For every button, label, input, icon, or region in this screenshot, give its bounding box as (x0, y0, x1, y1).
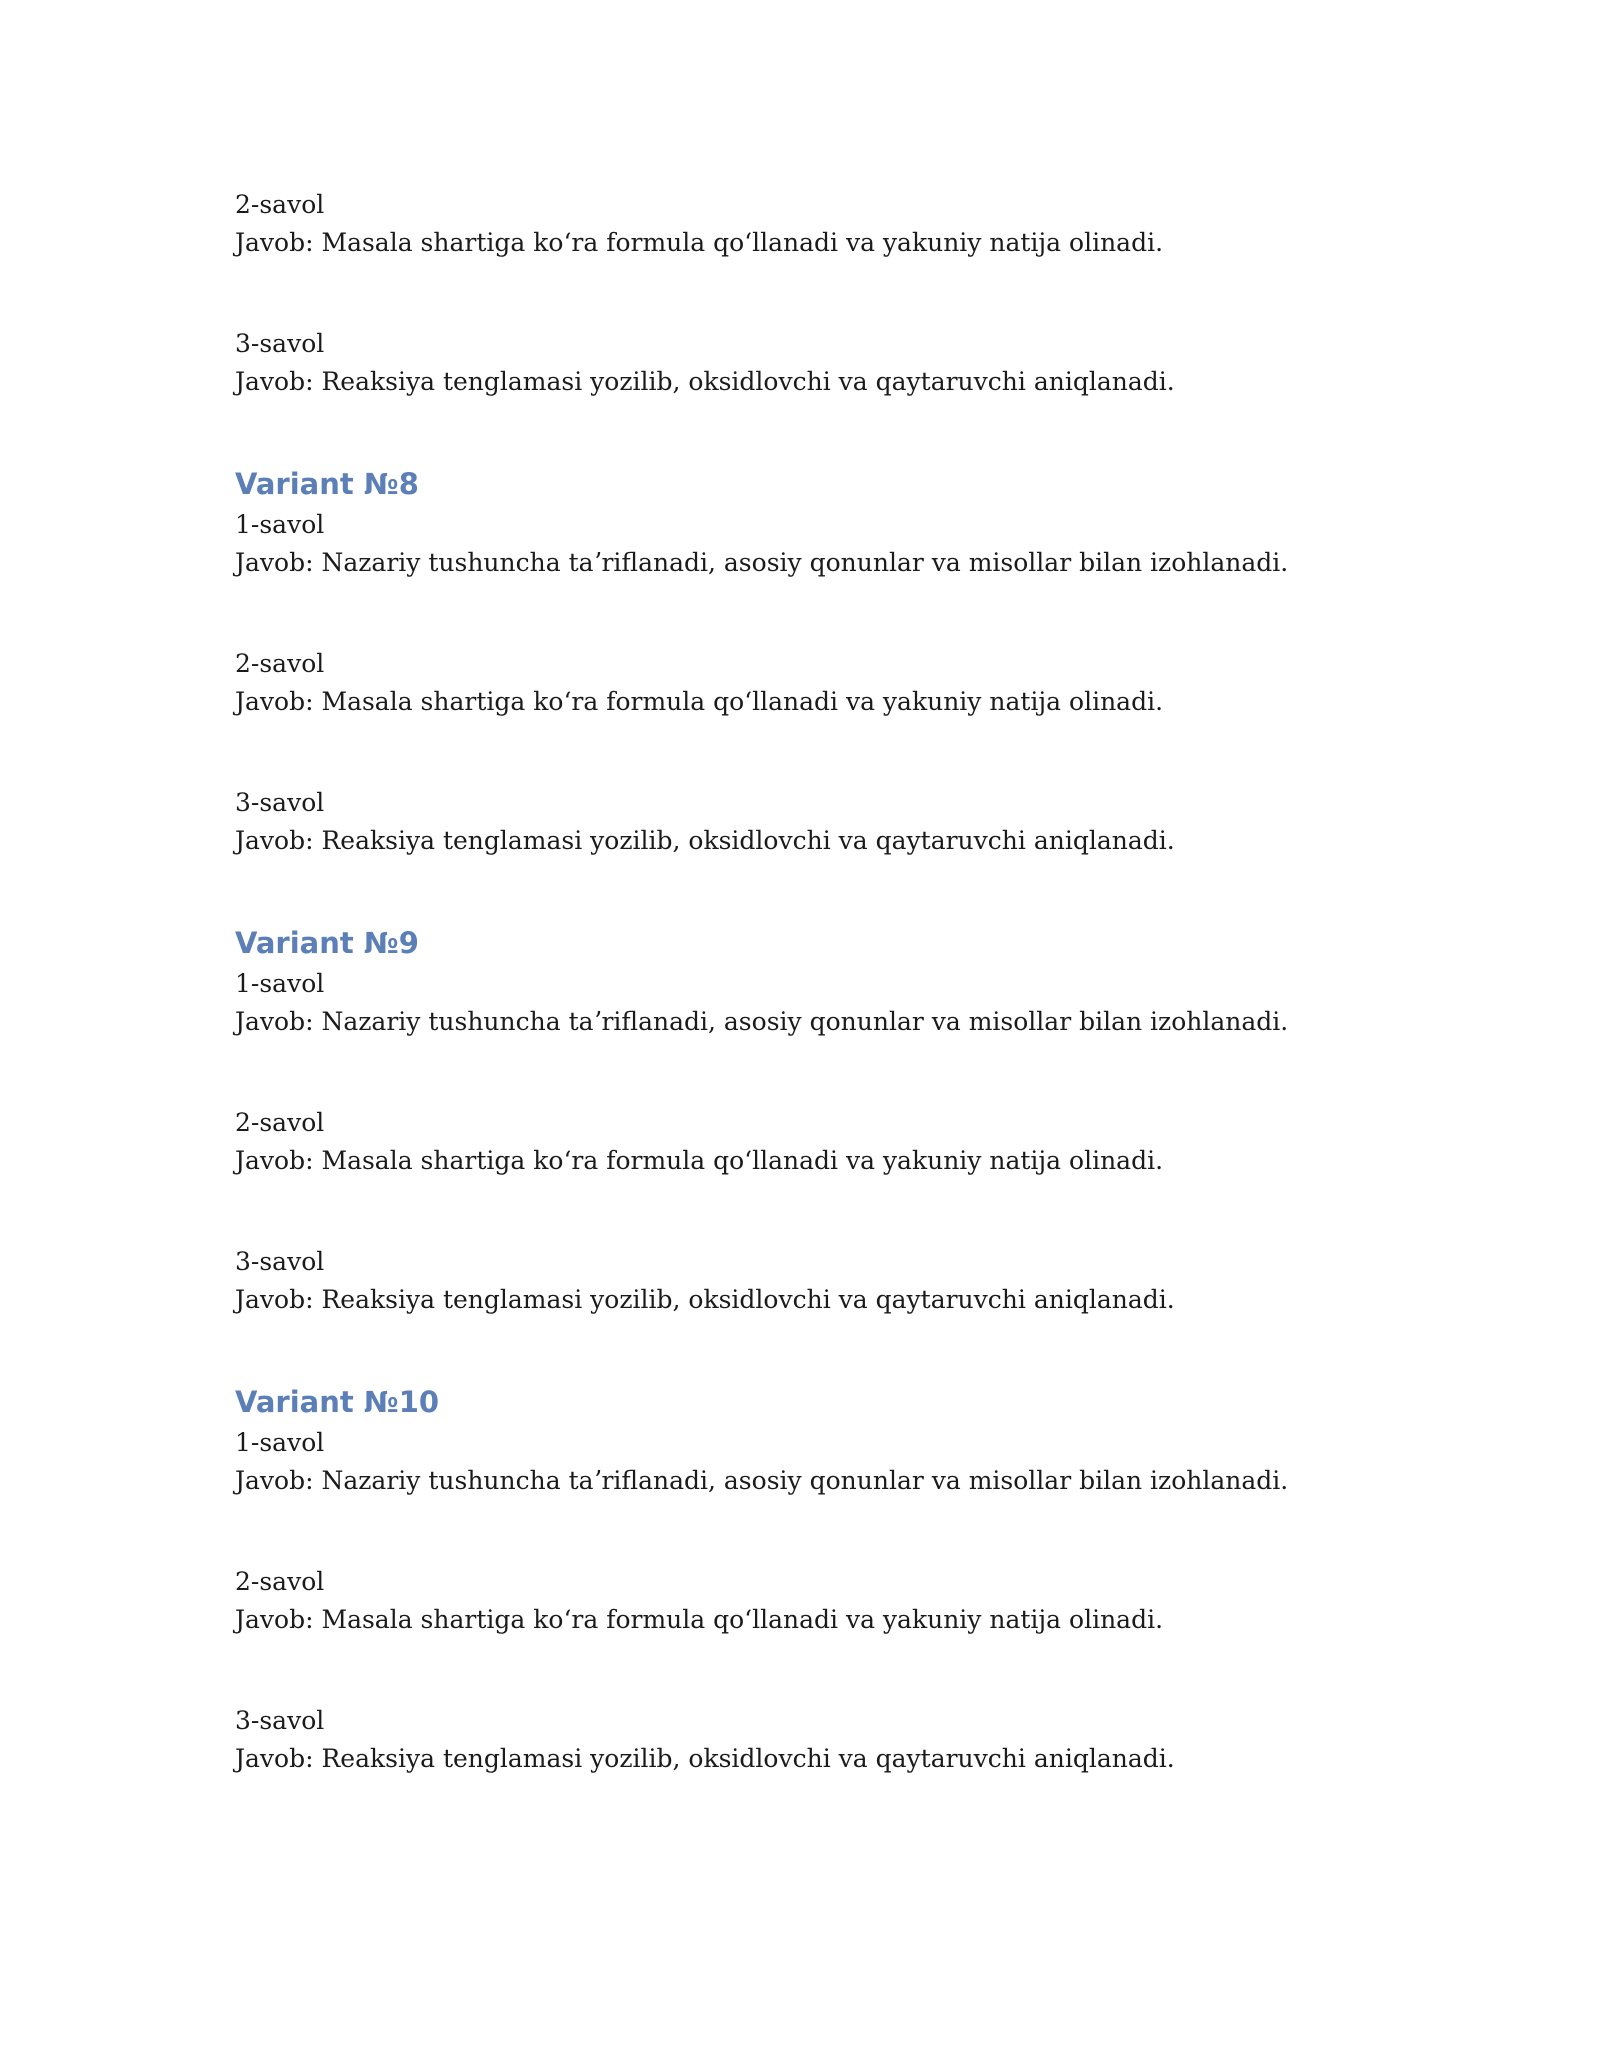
question-block (235, 784, 1415, 860)
answer-text: Javob: Reaksiya tenglamasi yozilib, oksidlovchi va qaytaruvchi aniqlanadi. (235, 826, 1175, 855)
question-label: 2-savol (235, 190, 325, 219)
variant-heading: Variant №8 (235, 467, 419, 501)
question-block (235, 1563, 1415, 1639)
answer-text: Javob: Masala shartiga koʻra formula qoʻllanadi va yakuniy natija olinadi. (235, 228, 1164, 257)
question-block (235, 506, 1415, 582)
question-label: 3-savol (235, 788, 325, 817)
answer-text: Javob: Nazariy tushuncha taʼriflanadi, asosiy qonunlar va misollar bilan izohlanadi. (235, 548, 1289, 577)
variant-heading: Variant №10 (235, 1385, 440, 1419)
answer-text: Javob: Reaksiya tenglamasi yozilib, oksidlovchi va qaytaruvchi aniqlanadi. (235, 367, 1175, 396)
variant-7-continuation (235, 186, 1415, 401)
answer-text: Javob: Reaksiya tenglamasi yozilib, oksidlovchi va qaytaruvchi aniqlanadi. (235, 1744, 1175, 1773)
question-label: 3-savol (235, 329, 325, 358)
answer-text: Javob: Masala shartiga koʻra formula qoʻllanadi va yakuniy natija olinadi. (235, 1146, 1164, 1175)
question-block (235, 1702, 1415, 1778)
question-label: 2-savol (235, 649, 325, 678)
question-block (235, 965, 1415, 1041)
question-label: 3-savol (235, 1706, 325, 1735)
question-block (235, 645, 1415, 721)
answer-text: Javob: Reaksiya tenglamasi yozilib, oksidlovchi va qaytaruvchi aniqlanadi. (235, 1285, 1175, 1314)
question-block (235, 1104, 1415, 1180)
question-block (235, 325, 1415, 401)
question-block (235, 1243, 1415, 1319)
question-label: 2-savol (235, 1567, 325, 1596)
variant-10-section (235, 1382, 1415, 1778)
answer-text: Javob: Masala shartiga koʻra formula qoʻllanadi va yakuniy natija olinadi. (235, 1605, 1164, 1634)
answer-text: Javob: Masala shartiga koʻra formula qoʻllanadi va yakuniy natija olinadi. (235, 687, 1164, 716)
question-label: 3-savol (235, 1247, 325, 1276)
variant-9-section (235, 923, 1415, 1319)
question-label: 1-savol (235, 510, 325, 539)
document-page (235, 186, 1415, 1778)
question-label: 2-savol (235, 1108, 325, 1137)
question-label: 1-savol (235, 969, 325, 998)
variant-8-section (235, 464, 1415, 860)
question-block (235, 186, 1415, 262)
question-label: 1-savol (235, 1428, 325, 1457)
variant-heading: Variant №9 (235, 926, 419, 960)
answer-text: Javob: Nazariy tushuncha taʼriflanadi, asosiy qonunlar va misollar bilan izohlanadi. (235, 1007, 1289, 1036)
question-block (235, 1424, 1415, 1500)
answer-text: Javob: Nazariy tushuncha taʼriflanadi, asosiy qonunlar va misollar bilan izohlanadi. (235, 1466, 1289, 1495)
